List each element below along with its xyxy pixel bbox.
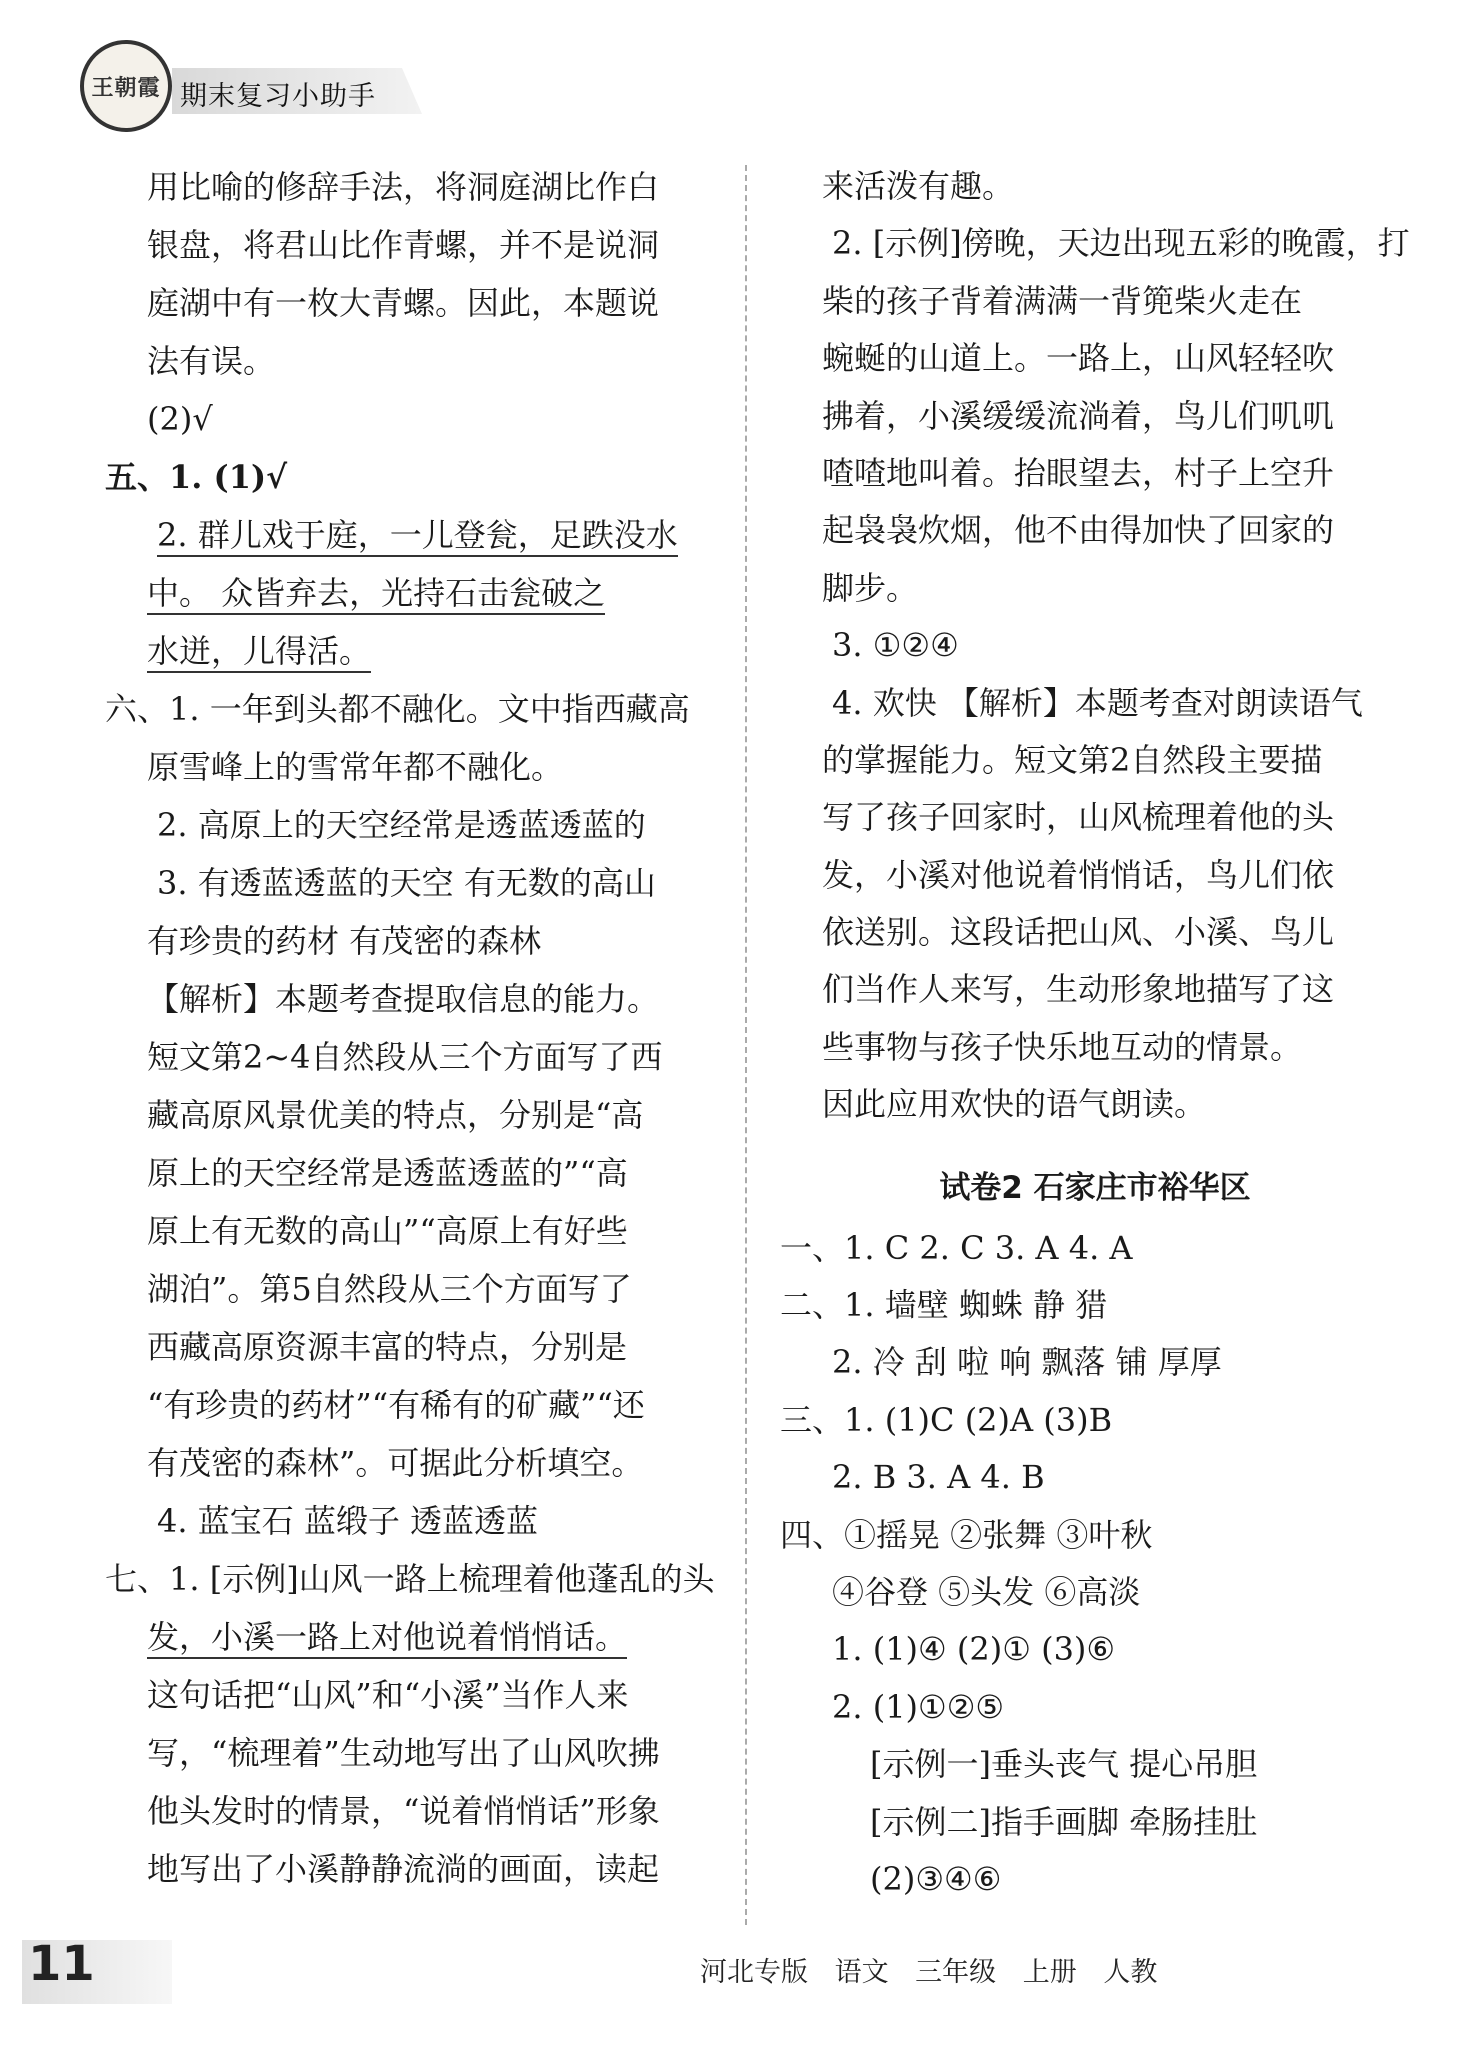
text-line: 因此应用欢快的语气朗读。 [822, 1085, 1207, 1124]
text-line: 喳喳地叫着。抬眼望去，村子上空升 [822, 453, 1335, 492]
text-line: 地写出了小溪静静流淌的画面，读起 [147, 1850, 660, 1888]
answer-line: 2. 冷 刮 啦 响 飘落 铺 厚厚 [832, 1343, 1222, 1382]
question-heading: 七、1. [示例]山风一路上梳理着他蓬乱的头 [105, 1560, 715, 1598]
answer-line: 水迸，儿得活。 [105, 622, 725, 680]
helper-title: 期末复习小助手 [180, 81, 376, 112]
text-line: 些事物与孩子快乐地互动的情景。 [822, 1027, 1303, 1066]
text-line: 4. 蓝宝石 蓝缎子 透蓝透蓝 [157, 1502, 539, 1540]
text-line: 起袅袅炊烟，他不由得加快了回家的 [822, 511, 1335, 550]
answer-line: 四、①摇晃 ②张舞 ③叶秋 [780, 1515, 1153, 1554]
text-line: 西藏高原资源丰富的特点，分别是 [147, 1328, 628, 1366]
question-heading: 六、1. 一年到头都不融化。文中指西藏高 [105, 690, 690, 728]
answer-line: 2. (1)①②⑤ [832, 1687, 1005, 1726]
text-line: (2)√ [147, 400, 213, 438]
text-line: 他头发时的情景，“说着悄悄话”形象 [147, 1792, 660, 1830]
text-line: 3. ①②④ [832, 626, 959, 665]
text-line: 依送别。这段话把山风、小溪、鸟儿 [822, 913, 1335, 952]
text-line: 原上的天空经常是透蓝透蓝的”“高 [147, 1154, 628, 1192]
answer-line: 2. B 3. A 4. B [832, 1458, 1045, 1497]
answer-line: 一、1. C 2. C 3. A 4. A [780, 1228, 1133, 1267]
answer-line: [示例二]指手画脚 牵肠挂肚 [870, 1802, 1258, 1841]
column-divider [745, 165, 747, 1925]
text-line: 写了孩子回家时，山风梳理着他的头 [822, 798, 1335, 837]
answer-line: ④谷登 ⑤头发 ⑥高淡 [832, 1572, 1141, 1611]
text-line: 2. [示例]傍晚，天边出现五彩的晚霞，打 [832, 224, 1410, 263]
answer-line: [示例一]垂头丧气 提心吊胆 [870, 1745, 1258, 1784]
brand-logo [80, 40, 172, 132]
text-line: 庭湖中有一枚大青螺。因此，本题说 [147, 284, 660, 322]
text-line: 2. 高原上的天空经常是透蓝透蓝的 [157, 806, 646, 844]
answer-line: 二、1. 墙壁 蜘蛛 静 猎 [780, 1286, 1108, 1325]
text-line: 原雪峰上的雪常年都不融化。 [147, 748, 564, 786]
text-line: 藏高原风景优美的特点，分别是“高 [147, 1096, 644, 1134]
page-number: 11 [28, 1936, 95, 1992]
text-line: 来活泼有趣。 [822, 167, 1015, 205]
text-line: 短文第2~4自然段从三个方面写了西 [147, 1038, 663, 1076]
logo-text: 王朝霞 [91, 74, 161, 101]
answer-line: 1. (1)④ (2)① (3)⑥ [832, 1630, 1116, 1669]
text-line: 有珍贵的药材 有茂密的森林 [147, 922, 542, 960]
text-line: 湖泊”。第5自然段从三个方面写了 [147, 1270, 632, 1308]
left-column [105, 158, 725, 1898]
text-line: 银盘，将君山比作青螺，并不是说洞 [147, 226, 660, 264]
text-line: 4. 欢快 【解析】本题考查对朗读语气 [832, 683, 1363, 722]
text-line: 蜿蜒的山道上。一路上，山风轻轻吹 [822, 339, 1335, 378]
answer-line: 三、1. (1)C (2)A (3)B [780, 1400, 1113, 1439]
text-line: 拂着，小溪缓缓流淌着，鸟儿们叽叽 [822, 396, 1335, 435]
text-line: 用比喻的修辞手法，将洞庭湖比作白 [147, 168, 660, 206]
analysis-line: 【解析】本题考查提取信息的能力。 [147, 980, 660, 1018]
text-line: 发，小溪对他说着悄悄话，鸟儿们依 [822, 855, 1335, 894]
answer-line: 2. 群儿戏于庭，一儿登瓮，足跌没水 [105, 506, 725, 564]
text-line: “有珍贵的药材”“有稀有的矿藏”“还 [147, 1386, 645, 1424]
text-line: 原上有无数的高山”“高原上有好些 [147, 1212, 628, 1250]
answer-line: (2)③④⑥ [870, 1859, 1002, 1898]
page-footer [0, 1930, 1479, 2020]
answer-line: 中。 众皆弃去，光持石击瓮破之 [105, 564, 725, 622]
spacer [780, 1134, 1410, 1156]
section-title: 试卷2 石家庄市裕华区 [939, 1169, 1251, 1206]
answer-line: 发，小溪一路上对他说着悄悄话。 [105, 1608, 725, 1666]
text-line: 柴的孩子背着满满一背篼柴火走在 [822, 281, 1303, 320]
edition-info: 河北专版 语文 三年级 上册 人教 [700, 1957, 1158, 1988]
text-line: 这句话把“山风”和“小溪”当作人来 [147, 1676, 629, 1714]
page-header [80, 40, 440, 140]
text-line: 写，“梳理着”生动地写出了山风吹拂 [147, 1734, 660, 1772]
question-heading: 五、1. (1)√ [105, 458, 288, 496]
text-line: 们当作人来写，生动形象地描写了这 [822, 970, 1335, 1009]
text-line: 法有误。 [147, 342, 276, 380]
text-line: 3. 有透蓝透蓝的天空 有无数的高山 [157, 864, 656, 902]
text-line: 脚步。 [822, 568, 919, 607]
right-column [780, 158, 1410, 1908]
text-line: 的掌握能力。短文第2自然段主要描 [822, 740, 1323, 779]
text-line: 有茂密的森林”。可据此分析填空。 [147, 1444, 644, 1482]
